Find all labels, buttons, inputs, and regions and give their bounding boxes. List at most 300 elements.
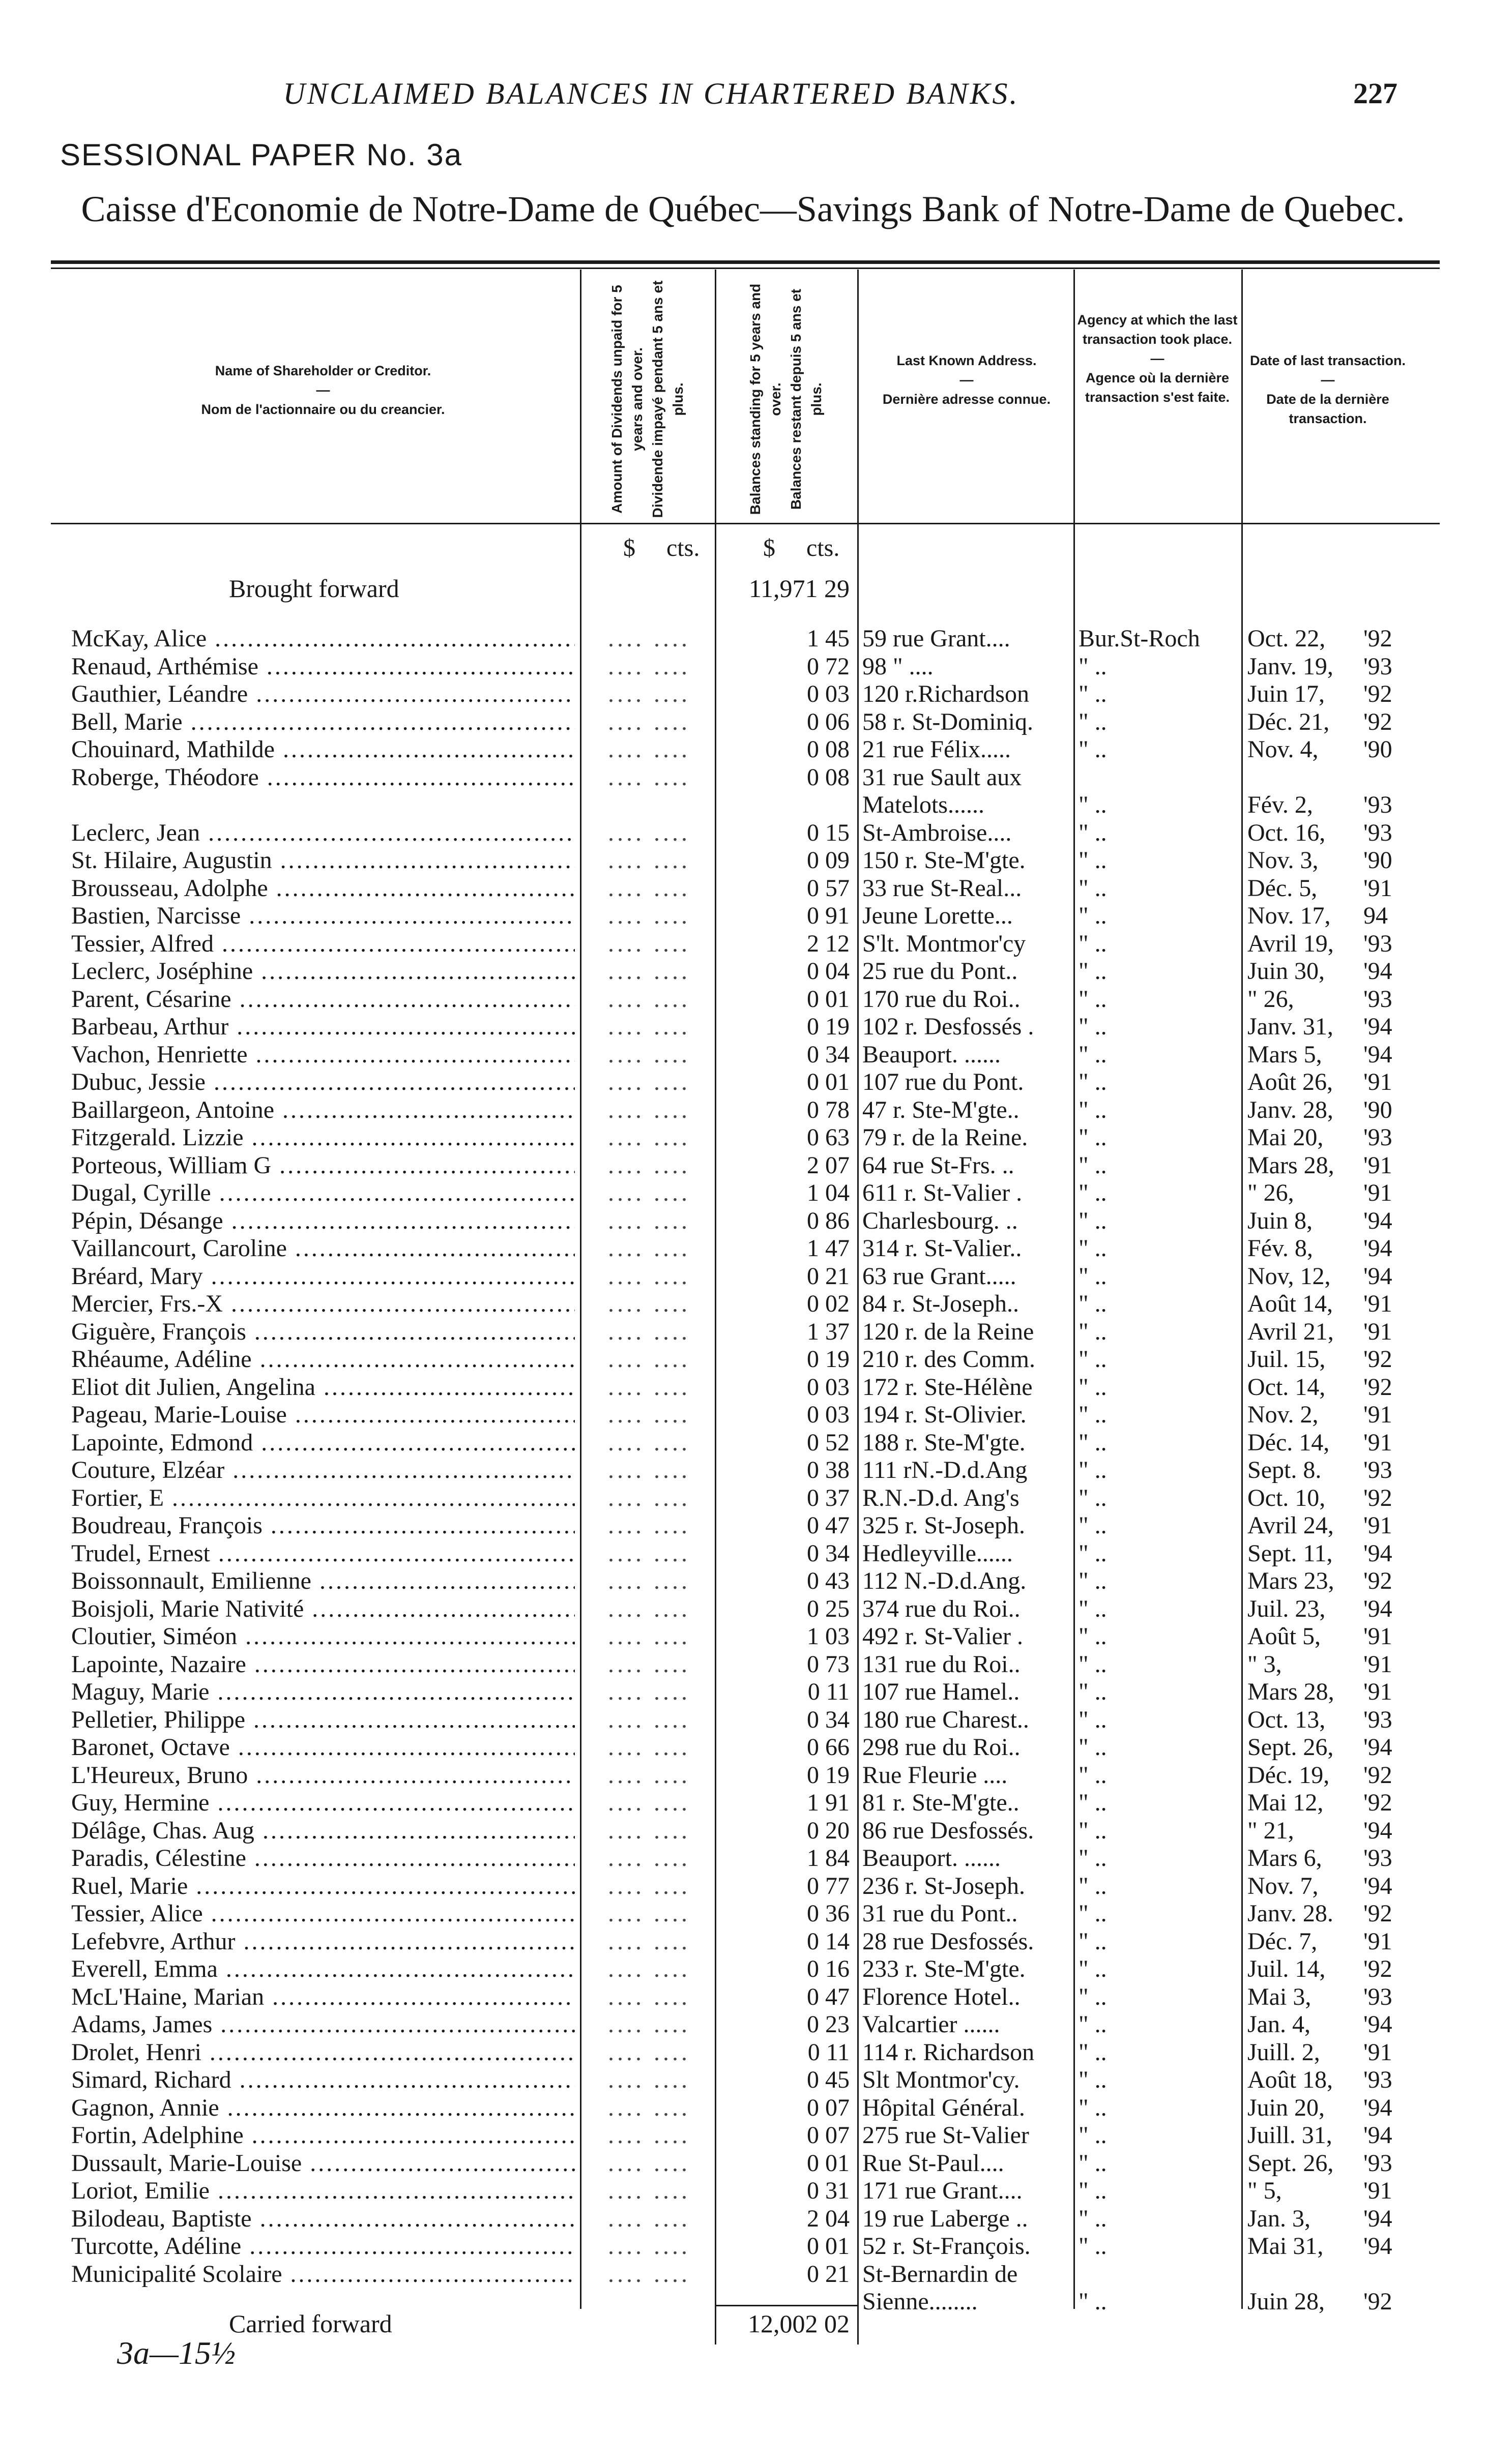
last-known-address: 64 rue St-Frs. .. bbox=[862, 1151, 1014, 1179]
dividend-leader-dots: .... .... bbox=[608, 1955, 690, 1982]
agency: " .. bbox=[1079, 736, 1107, 763]
balance-amount: 0 34 bbox=[807, 1706, 850, 1733]
balance-amount: 0 21 bbox=[807, 2260, 850, 2288]
balance-amount: 0 63 bbox=[807, 1124, 850, 1151]
agency: " .. bbox=[1079, 1346, 1107, 1373]
balance-amount: 1 37 bbox=[807, 1318, 850, 1345]
last-known-address: Beauport. ...... bbox=[862, 1845, 1001, 1872]
table-row bbox=[0, 1511, 1486, 1539]
header-agency bbox=[1076, 310, 1239, 407]
transaction-date: Déc. 7, bbox=[1247, 1927, 1318, 1955]
creditor-name: McKay, Alice ..... bbox=[71, 625, 575, 652]
balance-amount: 0 07 bbox=[807, 2122, 850, 2149]
dividend-leader-dots: .... .... bbox=[608, 819, 690, 846]
transaction-year: '94 bbox=[1363, 1872, 1392, 1899]
agency: " .. bbox=[1079, 1457, 1107, 1483]
dividend-leader-dots: .... .... bbox=[608, 958, 690, 985]
creditor-name: Bell, Marie ..... bbox=[71, 708, 575, 736]
transaction-date: Jan. 4, bbox=[1247, 2011, 1310, 2038]
last-known-address: 236 r. St-Joseph. bbox=[862, 1872, 1026, 1899]
agency: Bur.St-Roch bbox=[1079, 625, 1200, 652]
dividend-leader-dots: .... .... bbox=[608, 2066, 690, 2093]
balance-amount: 0 31 bbox=[807, 2177, 850, 2204]
last-known-address: 172 r. Ste-Hélène bbox=[862, 1373, 1033, 1401]
dividend-leader-dots: .... .... bbox=[608, 2094, 690, 2121]
header-address bbox=[865, 351, 1068, 409]
dividends-cents-unit: cts. bbox=[666, 535, 700, 561]
dividend-leader-dots: .... .... bbox=[608, 1068, 690, 1095]
dividend-leader-dots: .... .... bbox=[608, 1623, 690, 1650]
balances-cents-unit: cts. bbox=[806, 535, 840, 561]
last-known-address: Sienne........ bbox=[862, 2288, 978, 2315]
dividend-leader-dots: .... .... bbox=[608, 1179, 690, 1206]
last-known-address: 84 r. St-Joseph.. bbox=[862, 1290, 1019, 1317]
agency: " .. bbox=[1079, 1235, 1107, 1262]
balance-amount: 0 08 bbox=[807, 763, 850, 791]
last-known-address: 325 r. St-Joseph. bbox=[862, 1512, 1026, 1539]
transaction-date: Juill. 31, bbox=[1247, 2122, 1332, 2149]
transaction-date: Juin 17, bbox=[1247, 680, 1325, 707]
agency: " .. bbox=[1079, 1179, 1107, 1206]
balance-amount: 0 19 bbox=[807, 1013, 850, 1040]
balance-amount: 0 73 bbox=[807, 1650, 850, 1678]
last-known-address: 33 rue St-Real... bbox=[862, 874, 1022, 902]
agency: " .. bbox=[1079, 1041, 1107, 1068]
transaction-year: '93 bbox=[1363, 1845, 1392, 1872]
table-row bbox=[0, 1262, 1486, 1290]
header-address-fr: Dernière adresse connue. bbox=[882, 392, 1051, 407]
creditor-name: Dubuc, Jessie ..... bbox=[71, 1068, 575, 1096]
table-row bbox=[0, 985, 1486, 1013]
table-row bbox=[0, 1789, 1486, 1817]
balance-amount: 0 01 bbox=[807, 2233, 850, 2260]
dividend-leader-dots: .... .... bbox=[608, 1346, 690, 1373]
agency: " .. bbox=[1079, 1373, 1107, 1401]
transaction-date: " 26, bbox=[1247, 1179, 1294, 1206]
dividend-leader-dots: .... .... bbox=[608, 1041, 690, 1068]
transaction-date: Oct. 14, bbox=[1247, 1373, 1326, 1401]
balance-amount: 0 77 bbox=[807, 1872, 850, 1899]
last-known-address: Matelots...... bbox=[862, 791, 984, 818]
creditor-name: Gauthier, Léandre ..... bbox=[71, 680, 575, 708]
transaction-year: '94 bbox=[1363, 1539, 1392, 1567]
agency: " .. bbox=[1079, 2205, 1107, 2232]
agency: " .. bbox=[1079, 1290, 1107, 1317]
agency: " .. bbox=[1079, 847, 1107, 874]
dividend-leader-dots: .... .... bbox=[608, 1761, 690, 1789]
balance-amount: 0 43 bbox=[807, 1567, 850, 1594]
last-known-address: 107 rue du Pont. bbox=[862, 1068, 1024, 1095]
table-row bbox=[0, 1041, 1486, 1068]
transaction-date: " 3, bbox=[1247, 1650, 1282, 1678]
last-known-address: 111 rN.-D.d.Ang bbox=[862, 1457, 1028, 1483]
dividend-leader-dots: .... .... bbox=[608, 1983, 690, 2010]
balance-amount: 0 86 bbox=[807, 1207, 850, 1234]
table-row bbox=[0, 2177, 1486, 2205]
dividend-leader-dots: .... .... bbox=[608, 874, 690, 902]
page-number: 227 bbox=[1353, 77, 1397, 110]
transaction-year: '94 bbox=[1363, 1235, 1392, 1262]
table-row bbox=[0, 1539, 1486, 1567]
header-date-en: Date of last transaction. bbox=[1249, 353, 1406, 368]
balance-amount: 1 91 bbox=[807, 1789, 850, 1816]
transaction-date: Sept. 11, bbox=[1247, 1539, 1333, 1567]
agency: " .. bbox=[1079, 1817, 1107, 1844]
last-known-address: Florence Hotel.. bbox=[862, 1983, 1021, 2010]
balance-amount: 0 01 bbox=[807, 1068, 850, 1095]
transaction-year: '91 bbox=[1363, 1179, 1392, 1206]
agency: " .. bbox=[1079, 1484, 1107, 1511]
transaction-year: '91 bbox=[1363, 2038, 1392, 2066]
dividend-leader-dots: .... .... bbox=[608, 763, 690, 791]
carried-forward-rule bbox=[715, 2305, 859, 2306]
transaction-date: Août 18, bbox=[1247, 2066, 1333, 2093]
table-row bbox=[0, 791, 1486, 819]
transaction-year: '94 bbox=[1363, 2094, 1392, 2121]
dividend-leader-dots: .... .... bbox=[608, 1539, 690, 1567]
table-row bbox=[0, 1123, 1486, 1151]
agency: " .. bbox=[1079, 1650, 1107, 1678]
last-known-address: 114 r. Richardson bbox=[862, 2038, 1035, 2066]
transaction-year: '94 bbox=[1363, 1595, 1392, 1622]
balance-amount: 0 38 bbox=[807, 1457, 850, 1483]
agency: " .. bbox=[1079, 1539, 1107, 1567]
dividend-leader-dots: .... .... bbox=[608, 1262, 690, 1290]
header-address-dash: — bbox=[959, 372, 974, 388]
dividend-leader-dots: .... .... bbox=[608, 2205, 690, 2232]
transaction-date: Mars 28, bbox=[1247, 1678, 1334, 1705]
transaction-date: Fév. 8, bbox=[1247, 1235, 1313, 1262]
balances-dollar-unit: $ bbox=[763, 535, 775, 561]
creditor-name: Boudreau, François ..... bbox=[71, 1511, 575, 1539]
agency: " .. bbox=[1079, 1927, 1107, 1955]
table-row bbox=[0, 1872, 1486, 1900]
table-row bbox=[0, 1013, 1486, 1041]
last-known-address: 98 " .... bbox=[862, 652, 934, 680]
last-known-address: 194 r. St-Olivier. bbox=[862, 1401, 1027, 1428]
balance-amount: 0 11 bbox=[807, 2038, 850, 2066]
transaction-year: '94 bbox=[1363, 1207, 1392, 1234]
transaction-year: '94 bbox=[1363, 2011, 1392, 2038]
transaction-year: '93 bbox=[1363, 930, 1392, 957]
transaction-date: Juin 28, bbox=[1247, 2288, 1325, 2315]
transaction-year: '90 bbox=[1363, 1096, 1392, 1123]
header-date-dash: — bbox=[1321, 372, 1335, 388]
carried-forward-amount: 12,002 02 bbox=[748, 2309, 850, 2338]
creditor-name: Leclerc, Joséphine ..... bbox=[71, 957, 575, 985]
creditor-name: Dussault, Marie-Louise ..... bbox=[71, 2149, 575, 2177]
dividend-leader-dots: .... .... bbox=[608, 1567, 690, 1594]
table-row bbox=[0, 2149, 1486, 2177]
creditor-name: Lapointe, Nazaire ..... bbox=[71, 1650, 575, 1678]
creditor-name: Couture, Elzéar ..... bbox=[71, 1456, 575, 1484]
table-row bbox=[0, 1706, 1486, 1734]
agency: " .. bbox=[1079, 2233, 1107, 2260]
creditor-name: St. Hilaire, Augustin ..... bbox=[71, 846, 575, 874]
creditor-name: Rhéaume, Adéline ..... bbox=[71, 1345, 575, 1373]
transaction-year: '92 bbox=[1363, 1761, 1392, 1789]
agency: " .. bbox=[1079, 1983, 1107, 2010]
creditor-name: Ruel, Marie ..... bbox=[71, 1872, 575, 1900]
creditor-name: Roberge, Théodore ..... bbox=[71, 763, 575, 791]
transaction-year: '91 bbox=[1363, 874, 1392, 902]
table-row bbox=[0, 708, 1486, 736]
balance-amount: 0 37 bbox=[807, 1484, 850, 1511]
creditor-name: Pépin, Désange ..... bbox=[71, 1207, 575, 1235]
creditor-name: Pelletier, Philippe ..... bbox=[71, 1706, 575, 1734]
balance-amount: 0 23 bbox=[807, 2011, 850, 2038]
transaction-date: Fév. 2, bbox=[1247, 791, 1313, 818]
dividend-leader-dots: .... .... bbox=[608, 1845, 690, 1872]
transaction-year: 94 bbox=[1363, 902, 1388, 929]
transaction-year: '91 bbox=[1363, 1068, 1392, 1095]
transaction-date: Oct. 16, bbox=[1247, 819, 1326, 846]
transaction-date: Janv. 28, bbox=[1247, 1096, 1333, 1123]
top-double-rule-1 bbox=[51, 260, 1440, 264]
agency: " .. bbox=[1079, 1429, 1107, 1456]
table-row bbox=[0, 846, 1486, 874]
transaction-date: Nov. 3, bbox=[1247, 847, 1319, 874]
bank-title: Caisse d'Economie de Notre-Dame de Québec—Savings Bank of Notre-Dame de Quebec. bbox=[81, 189, 1405, 229]
transaction-date: Juin 30, bbox=[1247, 958, 1325, 985]
table-row bbox=[0, 1179, 1486, 1207]
last-known-address: 275 rue St-Valier bbox=[862, 2122, 1029, 2149]
agency: " .. bbox=[1079, 2177, 1107, 2204]
dividend-leader-dots: .... .... bbox=[608, 652, 690, 680]
last-known-address: Charlesbourg. .. bbox=[862, 1207, 1018, 1234]
header-date-fr: Date de la dernière transaction. bbox=[1266, 392, 1389, 426]
last-known-address: 86 rue Desfossés. bbox=[862, 1817, 1034, 1844]
table-row bbox=[0, 2205, 1486, 2233]
dividend-leader-dots: .... .... bbox=[608, 1124, 690, 1151]
balance-amount: 0 36 bbox=[807, 1900, 850, 1927]
balance-amount: 1 84 bbox=[807, 1845, 850, 1872]
header-agency-en: Agency at which the last transaction took place. bbox=[1077, 312, 1238, 347]
last-known-address: 180 rue Charest.. bbox=[862, 1706, 1029, 1733]
creditor-name: Porteous, William G ..... bbox=[71, 1151, 575, 1179]
header-agency-dash: — bbox=[1150, 351, 1164, 366]
transaction-date: Nov. 2, bbox=[1247, 1401, 1319, 1428]
dividend-leader-dots: .... .... bbox=[608, 1484, 690, 1511]
agency: " .. bbox=[1079, 1706, 1107, 1733]
transaction-date: Janv. 19, bbox=[1247, 652, 1333, 680]
transaction-date: Juil. 23, bbox=[1247, 1595, 1326, 1622]
table-row bbox=[0, 625, 1486, 652]
transaction-year: '94 bbox=[1363, 958, 1392, 985]
header-balances bbox=[717, 275, 855, 524]
transaction-year: '93 bbox=[1363, 985, 1392, 1013]
transaction-year: '92 bbox=[1363, 680, 1392, 707]
creditor-name: Gagnon, Annie ..... bbox=[71, 2094, 575, 2122]
header-name-en: Name of Shareholder or Creditor. bbox=[215, 363, 431, 378]
table-row bbox=[0, 1456, 1486, 1484]
carried-forward-label: Carried forward bbox=[229, 2309, 392, 2338]
last-known-address: 492 r. St-Valier . bbox=[862, 1623, 1023, 1650]
table-row bbox=[0, 2260, 1486, 2288]
balance-amount: 1 47 bbox=[807, 1235, 850, 1262]
transaction-year: '93 bbox=[1363, 2149, 1392, 2177]
header-address-en: Last Known Address. bbox=[896, 353, 1037, 368]
header-balances-fr: Balances restant depuis 5 ans et plus. bbox=[788, 288, 824, 510]
transaction-year: '93 bbox=[1363, 791, 1392, 818]
balance-amount: 0 02 bbox=[807, 1290, 850, 1317]
agency: " .. bbox=[1079, 902, 1107, 929]
balance-amount: 0 52 bbox=[807, 1429, 850, 1456]
transaction-date: Avril 24, bbox=[1247, 1512, 1334, 1539]
agency: " .. bbox=[1079, 2149, 1107, 2177]
balance-amount: 2 12 bbox=[807, 930, 850, 957]
transaction-year: '91 bbox=[1363, 1401, 1392, 1428]
last-known-address: Jeune Lorette... bbox=[862, 902, 1013, 929]
transaction-date: Mars 28, bbox=[1247, 1151, 1334, 1179]
transaction-year: '91 bbox=[1363, 1927, 1392, 1955]
transaction-date: Avril 19, bbox=[1247, 930, 1334, 957]
last-known-address: 120 r.Richardson bbox=[862, 680, 1029, 707]
transaction-year: '94 bbox=[1363, 1013, 1392, 1040]
transaction-date: Janv. 28. bbox=[1247, 1900, 1333, 1927]
agency: " .. bbox=[1079, 930, 1107, 957]
dividend-leader-dots: .... .... bbox=[608, 847, 690, 874]
dividend-leader-dots: .... .... bbox=[608, 1734, 690, 1761]
creditor-name: Loriot, Emilie ..... bbox=[71, 2177, 575, 2205]
balance-amount: 0 14 bbox=[807, 1927, 850, 1955]
creditor-name: Brousseau, Adolphe ..... bbox=[71, 874, 575, 902]
table-row bbox=[0, 652, 1486, 680]
agency: " .. bbox=[1079, 791, 1107, 818]
transaction-year: '94 bbox=[1363, 1262, 1392, 1290]
balance-amount: 0 66 bbox=[807, 1734, 850, 1761]
last-known-address: 31 rue du Pont.. bbox=[862, 1900, 1018, 1927]
balance-amount: 0 20 bbox=[807, 1817, 850, 1844]
dividend-leader-dots: .... .... bbox=[608, 1706, 690, 1733]
creditor-name: Paradis, Célestine ..... bbox=[71, 1844, 575, 1872]
balance-amount: 0 01 bbox=[807, 985, 850, 1013]
last-known-address: 52 r. St-François. bbox=[862, 2233, 1031, 2260]
agency: " .. bbox=[1079, 1845, 1107, 1872]
creditor-name: Délâge, Chas. Aug ..... bbox=[71, 1817, 575, 1845]
header-dividends-fr: Dividende impayé pendant 5 ans et plus. bbox=[649, 280, 686, 518]
agency: " .. bbox=[1079, 1900, 1107, 1927]
balance-amount: 1 04 bbox=[807, 1179, 850, 1206]
table-row bbox=[0, 1567, 1486, 1595]
transaction-year: '92 bbox=[1363, 1484, 1392, 1511]
dividend-leader-dots: .... .... bbox=[608, 1235, 690, 1262]
last-known-address: 298 rue du Roi.. bbox=[862, 1734, 1021, 1761]
transaction-year: '92 bbox=[1363, 708, 1392, 735]
table-row bbox=[0, 874, 1486, 902]
transaction-date: Déc. 19, bbox=[1247, 1761, 1330, 1789]
last-known-address: Slt Montmor'cy. bbox=[862, 2066, 1020, 2093]
agency: " .. bbox=[1079, 2011, 1107, 2038]
dividend-leader-dots: .... .... bbox=[608, 1207, 690, 1234]
transaction-date: Mars 6, bbox=[1247, 1845, 1322, 1872]
agency: " .. bbox=[1079, 2288, 1107, 2315]
agency: " .. bbox=[1079, 652, 1107, 680]
dividend-leader-dots: .... .... bbox=[608, 1318, 690, 1345]
last-known-address: 233 r. Ste-M'gte. bbox=[862, 1955, 1026, 1982]
footer-note: 3a—15½ bbox=[117, 2335, 236, 2371]
last-known-address: 21 rue Félix..... bbox=[862, 736, 1011, 763]
table-row bbox=[0, 1650, 1486, 1678]
table-row bbox=[0, 1096, 1486, 1124]
agency: " .. bbox=[1079, 708, 1107, 735]
table-row bbox=[0, 1733, 1486, 1761]
last-known-address: Beauport. ...... bbox=[862, 1041, 1001, 1068]
dividend-leader-dots: .... .... bbox=[608, 2149, 690, 2177]
dividend-leader-dots: .... .... bbox=[608, 1151, 690, 1179]
transaction-year: '93 bbox=[1363, 2066, 1392, 2093]
balance-amount: 0 04 bbox=[807, 958, 850, 985]
dividend-leader-dots: .... .... bbox=[608, 1373, 690, 1401]
balance-amount: 1 03 bbox=[807, 1623, 850, 1650]
agency: " .. bbox=[1079, 985, 1107, 1013]
agency: " .. bbox=[1079, 1068, 1107, 1095]
last-known-address: 374 rue du Roi.. bbox=[862, 1595, 1021, 1622]
header-name-dash: — bbox=[316, 382, 330, 398]
transaction-date: Sept. 8. bbox=[1247, 1457, 1322, 1483]
header-balances-en: Balances standing for 5 years and over. bbox=[747, 283, 783, 515]
agency: " .. bbox=[1079, 1262, 1107, 1290]
last-known-address: 112 N.-D.d.Ang. bbox=[862, 1567, 1027, 1594]
transaction-year: '91 bbox=[1363, 2177, 1392, 2204]
creditor-name: Vachon, Henriette ..... bbox=[71, 1041, 575, 1068]
creditor-name: Municipalité Scolaire ..... bbox=[71, 2260, 575, 2288]
agency: " .. bbox=[1079, 1096, 1107, 1123]
balance-amount: 0 57 bbox=[807, 874, 850, 902]
transaction-date: Janv. 31, bbox=[1247, 1013, 1333, 1040]
creditor-name: Lapointe, Edmond ..... bbox=[71, 1429, 575, 1457]
dividend-leader-dots: .... .... bbox=[608, 2177, 690, 2204]
balance-amount: 0 47 bbox=[807, 1983, 850, 2010]
agency: " .. bbox=[1079, 1734, 1107, 1761]
transaction-date: Oct. 13, bbox=[1247, 1706, 1326, 1733]
transaction-year: '92 bbox=[1363, 1567, 1392, 1594]
table-row bbox=[0, 1290, 1486, 1318]
creditor-name: Everell, Emma ..... bbox=[71, 1955, 575, 1983]
header-dividends-en: Amount of Dividends unpaid for 5 years and over. bbox=[608, 285, 645, 514]
dividend-leader-dots: .... .... bbox=[608, 1457, 690, 1483]
last-known-address: 107 rue Hamel.. bbox=[862, 1678, 1020, 1705]
balance-amount: 0 34 bbox=[807, 1539, 850, 1567]
last-known-address: 59 rue Grant.... bbox=[862, 625, 1010, 652]
last-known-address: 150 r. Ste-M'gte. bbox=[862, 847, 1026, 874]
table-row bbox=[0, 1927, 1486, 1955]
creditor-name: Bastien, Narcisse ..... bbox=[71, 902, 575, 930]
creditor-name: Renaud, Arthémise ..... bbox=[71, 652, 575, 680]
balance-amount: 0 01 bbox=[807, 2149, 850, 2177]
agency: " .. bbox=[1079, 819, 1107, 846]
table-row bbox=[0, 1234, 1486, 1262]
sessional-paper-label: SESSIONAL PAPER No. 3a bbox=[60, 138, 462, 172]
last-known-address: 28 rue Desfossés. bbox=[862, 1927, 1034, 1955]
transaction-year: '92 bbox=[1363, 1373, 1392, 1401]
transaction-year: '93 bbox=[1363, 1124, 1392, 1151]
transaction-year: '91 bbox=[1363, 1290, 1392, 1317]
dividend-leader-dots: .... .... bbox=[608, 1290, 690, 1317]
last-known-address: R.N.-D.d. Ang's bbox=[862, 1484, 1019, 1511]
transaction-year: '91 bbox=[1363, 1318, 1392, 1345]
table-row bbox=[0, 1817, 1486, 1845]
table-row bbox=[0, 1484, 1486, 1512]
transaction-date: Juil. 15, bbox=[1247, 1346, 1326, 1373]
transaction-date: Mars 23, bbox=[1247, 1567, 1334, 1594]
last-known-address: 170 rue du Roi.. bbox=[862, 985, 1021, 1013]
transaction-date: Juil. 14, bbox=[1247, 1955, 1326, 1982]
creditor-name: Tessier, Alfred ..... bbox=[71, 930, 575, 958]
transaction-date: Sept. 26, bbox=[1247, 2149, 1334, 2177]
transaction-date: Nov. 17, bbox=[1247, 902, 1331, 929]
last-known-address: 171 rue Grant.... bbox=[862, 2177, 1023, 2204]
